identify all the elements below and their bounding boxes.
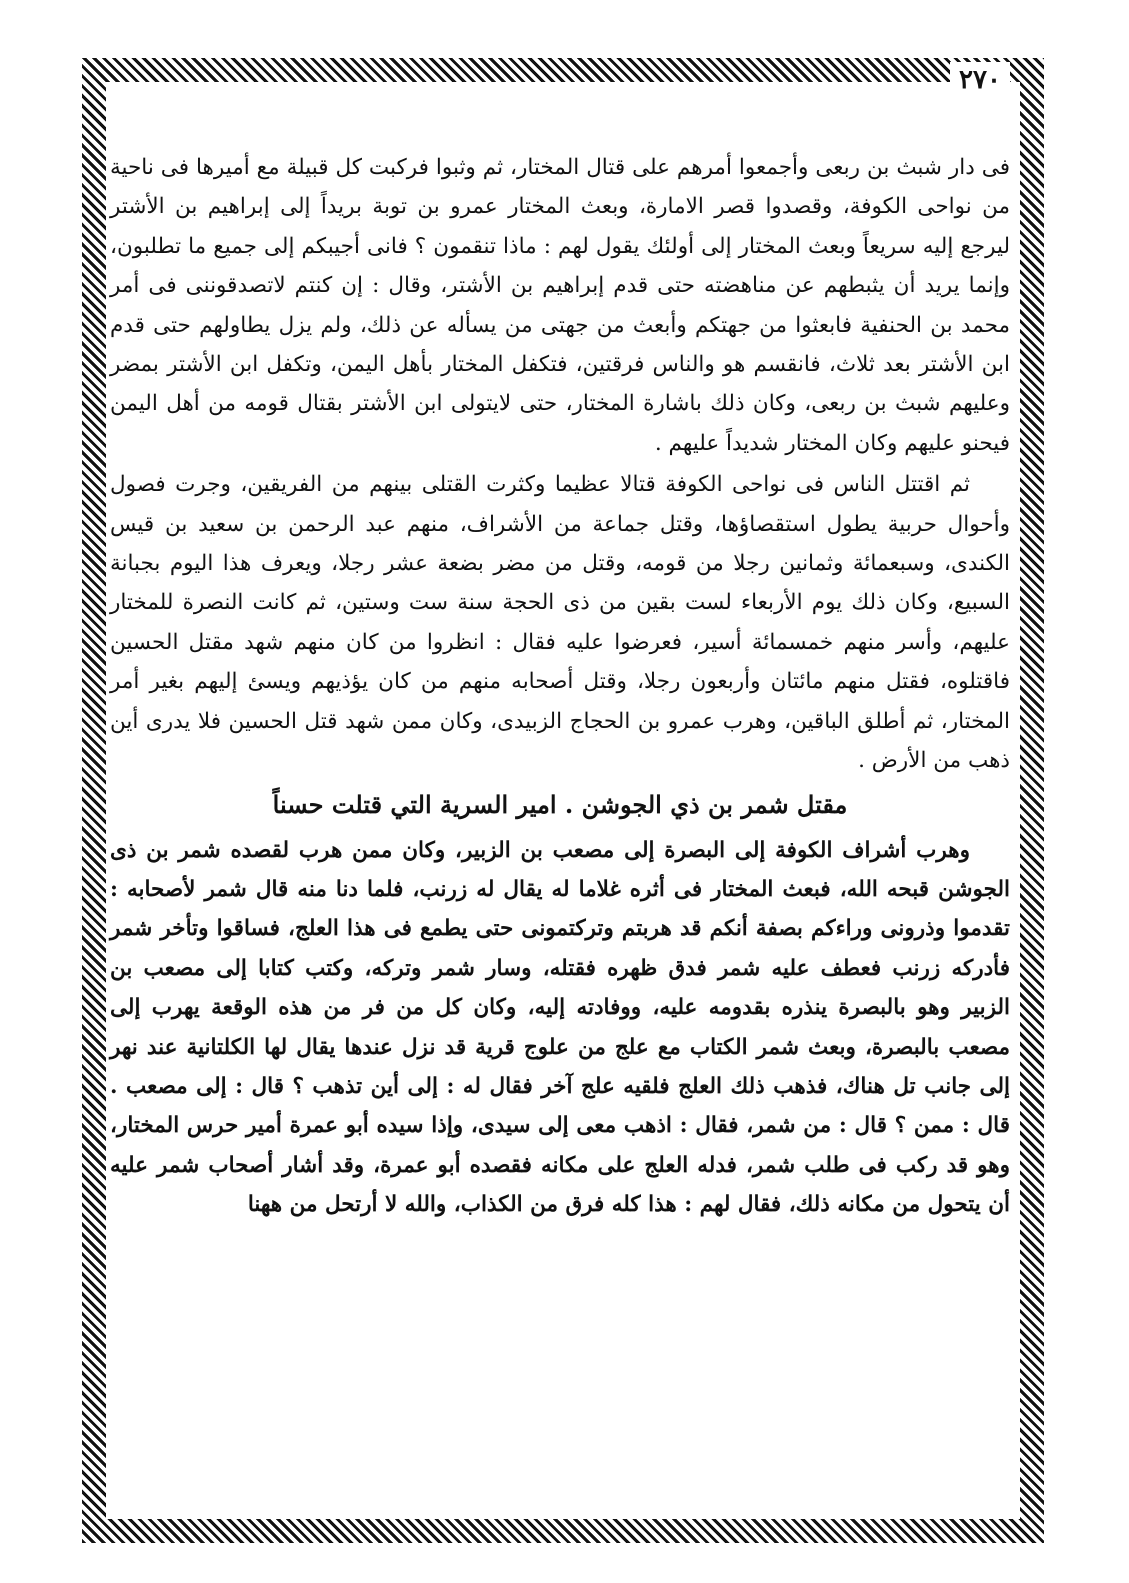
page-text — [110, 148, 1010, 1225]
section-heading: مقتل شمر بن ذي الجوشن . امير السرية التي قتلت حسناً — [272, 789, 848, 819]
paragraph-3: وهرب أشراف الكوفة إلى البصرة إلى مصعب بن الزبير، وكان ممن هرب لقصده شمر بن ذى الجوشن قبحه الله، فبعث المختار فى أثره غلاما له يقال له زرنب، فلما دنا منه قال شمر لأصحابه : تقدموا وذرونى وراءكم بصفة أنكم قد هربتم وتركتمونى حتى يطمع فى هذا العلج، فساقوا وتأخر شمر فأدركه زرنب فعطف عليه شمر فدق ظهره فقتله، وسار شمر وتركه، وكتب كتابا إلى مصعب بن الزبير وهو بالبصرة ينذره بقدومه عليه، ووفادته إليه، وكان كل من فر من هذه الوقعة يهرب إلى مصعب بالبصرة، وبعث شمر الكتاب مع علج من علوج قرية قد نزل عندها يقال لها الكلتانية عند نهر إلى جانب تل هناك، فذهب ذلك العلج فلقيه علج آخر فقال له : إلى أين تذهب ؟ قال : إلى مصعب . قال : ممن ؟ قال : من شمر، فقال : اذهب معى إلى سيدى، وإذا سيده أبو عمرة أمير حرس المختار، وهو قد ركب فى طلب شمر، فدله العلج على مكانه فقصده أبو عمرة، وقد أشار أصحاب شمر عليه أن يتحول من مكانه ذلك، فقال لهم : هذا كله فرق من الكذاب، والله لا أرتحل من ههنا — [110, 837, 1010, 1218]
paragraph-2: ثم اقتتل الناس فى نواحى الكوفة قتالا عظيما وكثرت القتلى بينهم من الفريقين، وجرت فصول وأحوال حربية يطول استقصاؤها، وقتل جماعة من الأشراف، منهم عبد الرحمن بن سعيد بن قيس الكندى، وسبعمائة وثمانين رجلا من قومه، وقتل من مضر بضعة عشر رجلا، ويعرف هذا اليوم بجبانة السبيع، وكان ذلك يوم الأربعاء لست بقين من ذى الحجة سنة ست وستين، ثم كانت النصرة للمختار عليهم، وأسر منهم خمسمائة أسير، فعرضوا عليه فقال : انظروا من كان منهم شهد مقتل الحسين فاقتلوه، فقتل منهم مائتان وأربعون رجلا، وقتل أصحابه منهم من كان يؤذيهم ويسئ إليهم بغير أمر المختار، ثم أطلق الباقين، وهرب عمرو بن الحجاج الزبيدى، وكان ممن شهد قتل الحسين فلا يدرى أين ذهب من الأرض . — [110, 472, 1010, 774]
page-number: ٢٧٠ — [950, 62, 1010, 98]
paragraph-1: فى دار شبث بن ربعى وأجمعوا أمرهم على قتال المختار، ثم وثبوا فركبت كل قبيلة مع أميرها فى ناحية من نواحى الكوفة، وقصدوا قصر الامارة، وبعث المختار عمرو بن توبة بريداً إلى إبراهيم بن الأشتر ليرجع إليه سريعاً وبعث المختار إلى أولئك يقول لهم : ماذا تنقمون ؟ فانى أجيبكم إلى جميع ما تطلبون، وإنما يريد أن يثبطهم عن مناهضته حتى قدم إبراهيم بن الأشتر، وقال : إن كنتم لاتصدقوننى فى أمر محمد بن الحنفية فابعثوا من جهتكم وأبعث من جهتى من يسأله عن ذلك، ولم يزل يطاولهم حتى قدم ابن الأشتر بعد ثلاث، فانقسم هو والناس فرقتين، فتكفل المختار بأهل اليمن، وتكفل ابن الأشتر بمضر وعليهم شبث بن ربعى، وكان ذلك باشارة المختار، حتى لايتولى ابن الأشتر بقتال قومه من أهل اليمن فيحنو عليهم وكان المختار شديداً عليهم . — [110, 155, 1010, 456]
